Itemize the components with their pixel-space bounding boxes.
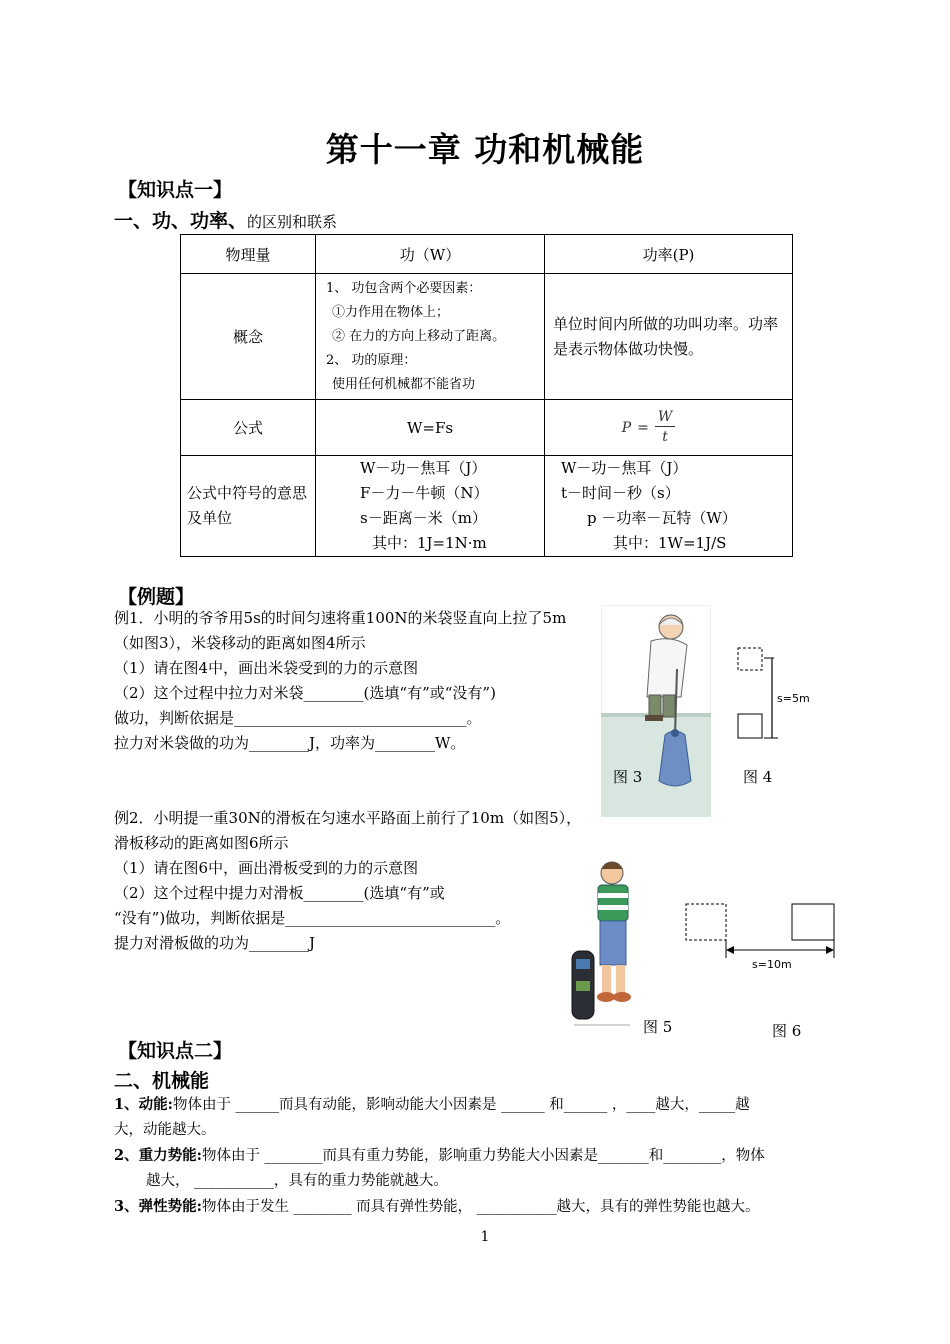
item-text: 物体由于发生 ________ 而具有弹性势能， ___________越大，具有的弹性势能也越大。 <box>201 1199 760 1215</box>
header-power: 功率(P) <box>545 235 793 274</box>
example-1 <box>114 606 604 756</box>
example-2 <box>114 806 624 956</box>
row-formula-label: 公式 <box>181 400 316 456</box>
formula-power-denominator: t <box>662 429 668 445</box>
concept-work-line: 1、 功包含两个必要因素： <box>326 280 482 296</box>
item-term: 1、动能: <box>114 1096 173 1113</box>
concept-work-line: 使用任何机械都不能省功 <box>332 376 476 392</box>
example-2-line: “没有”)做功，判断依据是____________________________。 <box>114 909 511 927</box>
knowledge-point-1-label: 【知识点一】 <box>118 179 233 201</box>
section-1-heading <box>114 206 337 233</box>
item-term: 3、弹性势能: <box>114 1198 202 1215</box>
gravitational-energy-line-2 <box>114 1169 864 1194</box>
item-text: 大，动能越大。 <box>114 1122 216 1138</box>
header-quantity: 物理量 <box>181 235 316 274</box>
units-power-cell <box>545 456 793 557</box>
units-power-line: W－功－焦耳（J） <box>561 459 688 477</box>
formula-power <box>545 400 793 456</box>
section-2-heading: 二、机械能 <box>114 1070 210 1092</box>
units-power-line: t－时间－秒（s） <box>561 484 680 502</box>
item-text: 物体由于 ________而具有重力势能，影响重力势能大小因素是_______和________，物体 <box>201 1148 765 1164</box>
example-2-line: 提力对滑板做的功为________J <box>114 934 316 952</box>
figure-6-caption: 图 6 <box>772 1022 802 1040</box>
concept-work-line: 2、 功的原理： <box>326 352 417 368</box>
figure-4-distance: s=5m <box>777 692 810 705</box>
row-units-label: 公式中符号的意思及单位 <box>181 456 316 557</box>
concept-power-cell: 单位时间内所做的功叫功率。功率是表示物体做功快慢。 <box>545 274 793 400</box>
formula-work: W=Fs <box>316 400 545 456</box>
figure-4-svg <box>732 640 822 750</box>
example-1-line: 拉力对米袋做的功为________J，功率为________W。 <box>114 734 466 752</box>
figure-4-diagram <box>732 640 822 750</box>
figure-5-caption: 图 5 <box>643 1018 673 1036</box>
item-text: 物体由于 ______而具有动能，影响动能大小因素是 ______ 和______ ，____越大，_____越 <box>172 1097 750 1113</box>
comparison-table <box>180 234 793 557</box>
units-work-line: 其中：1J=1N·m <box>372 534 487 552</box>
knowledge-point-2-label: 【知识点二】 <box>118 1040 233 1062</box>
bag-start-dashed-box <box>738 648 762 670</box>
concept-work-line: ①力作用在物体上； <box>332 304 450 320</box>
figure-6-distance: s=10m <box>752 958 792 971</box>
example-2-line: 滑板移动的距离如图6所示 <box>114 834 289 852</box>
formula-power-p: P <box>621 419 632 436</box>
example-2-line: （1）请在图6中，画出滑板受到的力的示意图 <box>114 859 419 877</box>
figure-4-caption: 图 4 <box>743 768 773 786</box>
board-end-box <box>792 904 834 940</box>
units-work-line: W－功－焦耳（J） <box>360 459 487 477</box>
page-title: 第十一章 功和机械能 <box>325 130 645 169</box>
kinetic-energy-line <box>114 1092 864 1118</box>
board-start-dashed-box <box>686 904 726 940</box>
example-1-line: （如图3），米袋移动的距离如图4所示 <box>114 634 366 652</box>
example-2-line: （2）这个过程中提力对滑板________(选填“有”或 <box>114 884 445 902</box>
figure-3-caption: 图 3 <box>613 768 643 786</box>
figure-6-diagram <box>680 898 840 978</box>
formula-power-eq: = <box>637 419 649 436</box>
figure-6-svg <box>680 898 840 978</box>
section-1-heading-bold: 一、功、功率、 <box>114 210 248 232</box>
concept-work-cell <box>316 274 545 400</box>
formula-power-numerator: W <box>655 408 675 427</box>
example-1-line: （1）请在图4中，画出米袋受到的力的示意图 <box>114 659 419 677</box>
row-concept-label: 概念 <box>181 274 316 400</box>
gravitational-energy-line <box>114 1143 864 1169</box>
example-2-line: 例2．小明提一重30N的滑板在匀速水平路面上前行了10m（如图5）， <box>114 809 582 827</box>
mechanical-energy-items <box>114 1092 864 1220</box>
example-1-line: 例1．小明的爷爷用5s的时间匀速将重100N的米袋竖直向上拉了5m <box>114 609 567 627</box>
example-1-line: 做功，判断依据是_______________________________。 <box>114 709 482 727</box>
units-power-line: 其中：1W=1J/S <box>613 534 727 552</box>
example-1-line: （2）这个过程中拉力对米袋________(选填“有”或“没有”) <box>114 684 496 702</box>
concept-work-line: ② 在力的方向上移动了距离。 <box>332 328 506 344</box>
examples-label: 【例题】 <box>118 586 195 608</box>
item-term: 2、重力势能: <box>114 1147 202 1164</box>
item-text: 越大， ___________，具有的重力势能就越大。 <box>146 1173 448 1189</box>
boy-skateboard-illustration <box>570 855 645 1030</box>
page-number: 1 <box>480 1229 490 1245</box>
formula-power-fraction <box>655 408 675 447</box>
figure-5-image <box>570 855 645 1030</box>
units-work-line: s－距离－米（m） <box>360 509 487 527</box>
units-power-line: p －功率－瓦特（W） <box>587 509 737 527</box>
header-work: 功（W） <box>316 235 545 274</box>
section-1-heading-tail: 的区别和联系 <box>247 213 338 231</box>
units-work-line: F－力－牛顿（N） <box>360 484 489 502</box>
bag-end-box <box>738 714 762 738</box>
units-work-cell <box>316 456 545 557</box>
elastic-energy-line <box>114 1194 864 1220</box>
kinetic-energy-line-2 <box>114 1118 864 1143</box>
